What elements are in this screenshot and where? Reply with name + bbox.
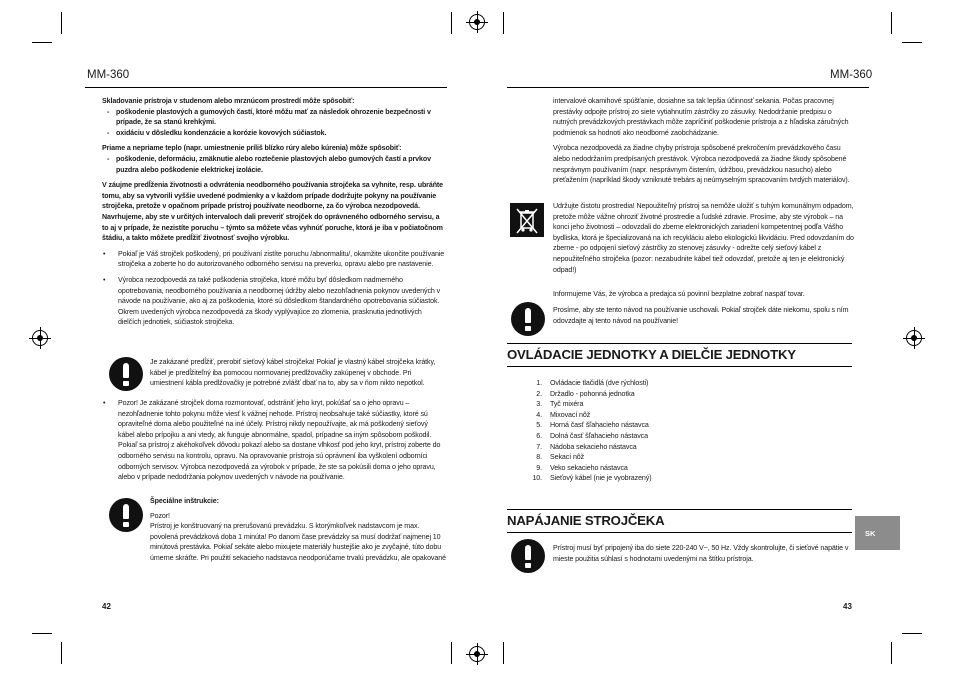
heat-list bbox=[102, 154, 446, 175]
section-heading-power: NAPÁJANIE STROJČEKA bbox=[507, 513, 665, 528]
storage-cold-title: Skladovanie prístroja v studenom alebo mrznúcom prostredí môže spôsobiť: bbox=[102, 97, 355, 105]
warning-extension-cable: Je zakázané predĺžiť, prerobiť sieťový kábel strojčeka! Pokiaľ je vlastný kábel strojčeka krátky, kábel je predĺžiteľný iba pomocou normovanej predlžovačky zakúpenej v obchode. Pri umiestnení kábla predlžovačky je potrebné zvlášť dbať na to, aby sa v ňom nikto nepotkol. bbox=[150, 358, 436, 388]
exclamation-warning-icon bbox=[109, 357, 143, 391]
crop-mark bbox=[891, 12, 892, 34]
section-rule bbox=[507, 366, 852, 367]
operating-pause-paragraph: intervalové okamihové spúšťanie, dosiahne sa tak lepšia účinnosť sekania. Počas pracovnej prestávky odpojte prístroj zo siete vytiahnutím zástrčky zo zásuvky. Nedodržanie predpisu o nutných prevádzkových prestávkach môže zapríčiniť poškodenie prístroja a z hľadiska záručných podmienok sa hodnotí ako neodborné zaobchádzanie. bbox=[553, 97, 849, 137]
manufacturer-responsibility-paragraph: Výrobca nezodpovedá za žiadne chyby prístroja spôsobené prekročením prevádzkového času alebo nedodržaním predpísaných prestávok. Výrobca nezodpovedá za žiadne škody spôsobené nesprávnym používaním (napr. nesprávnym čistením, údržbou, prevádzkou nasucho) alebo preťažením (napríklad škody vzniknuté trebárs aj neúmyselným spracovaním tvrdých materiálov). bbox=[553, 144, 850, 185]
left-page-body bbox=[102, 96, 446, 333]
crop-mark bbox=[902, 633, 922, 634]
list-item: 7. Nádoba sekacieho nástavca bbox=[536, 442, 637, 451]
list-item: 3. Tyč mixéra bbox=[536, 400, 584, 409]
right-page-body bbox=[553, 96, 855, 191]
left-page-body-2 bbox=[102, 398, 446, 488]
special-instructions-title: Špeciálne inštrukcie: bbox=[150, 497, 219, 505]
section-rule bbox=[507, 343, 852, 344]
crop-mark bbox=[61, 12, 62, 34]
crop-mark bbox=[503, 12, 504, 34]
list-item: - poškodenie, deformáciu, zmäknutie alebo roztečenie plastových alebo gumových častí a prvkov puzdra alebo poškodenie elektrickej izolácie. bbox=[102, 154, 446, 175]
crop-mark bbox=[32, 633, 52, 634]
language-tab bbox=[855, 516, 900, 550]
power-supply-paragraph: Prístroj musí byť pripojený iba do siete 220-240 V~, 50 Hz. Vždy skontrolujte, či sieťové napätie v mieste použitia súhlasí s hodnotami uvedenými na štítku prístroja. bbox=[553, 544, 849, 563]
crop-mark bbox=[451, 12, 452, 34]
list-item: 8. Sekací nôž bbox=[536, 453, 585, 462]
list-item: 5. Horná časť šľahacieho nástavca bbox=[536, 421, 649, 430]
crop-mark bbox=[902, 42, 922, 43]
special-instructions bbox=[150, 496, 448, 564]
bullet-no-disassembly: • Pozor! Je zakázané strojček doma rozmontovať, odstrániť jeho kryt, pokúšať sa o jeho opravu – nezohľadnenie tohto pokynu môže viesť k vážnej nehode. Prístroj neobsahuje také súčiastky, ktoré sú opraviteľné doma alebo použiteľné na iné účely. Prístroj nikdy nepoužívajte, ak má poškodený sieťový kábel alebo prípojku a ani vtedy, ak funguje abnormálne, spadol, prípadne sa iným spôsobom poškodil. Pokiaľ sa prístroj z akéhokoľvek dôvodu pokazí alebo sa dostane vlhkosť pod jeho kryt, prístroj zoberte do odborného servisu na kontrolu, opravu. Na opravovanie prístroja sú oprávnení iba vyškolení odborníci odborných servisov. Výrobca nezodpovedá za výrobok v prípade, že ste sa pokúsili doma o jeho opravu, alebo v prípade nedodržania pokynov uvedených v návode na používanie. bbox=[102, 398, 446, 483]
crop-mark bbox=[32, 42, 52, 43]
section-heading-parts: OVLÁDACIE JEDNOTKY A DIELČIE JEDNOTKY bbox=[507, 347, 796, 362]
crop-mark bbox=[61, 642, 62, 664]
storage-cold-list bbox=[102, 107, 446, 139]
section-rule bbox=[507, 509, 852, 510]
exclamation-warning-icon bbox=[109, 498, 143, 532]
bullet-damaged: • Pokiaľ je Váš strojček poškodený, pri používaní zistíte poruchu /abnormalitu/, okamžite ukončite používanie strojčeka a zoberte ho do autorizovaného odborného servisu na preverku, opravu alebo pre nastavenie. bbox=[102, 249, 446, 270]
list-item: - poškodenie plastových a gumových častí, ktoré môžu mať za následok ohrozenie bezpečnosti v prípade, že sa stanú krehkými. bbox=[102, 107, 446, 128]
header-rule-left bbox=[85, 87, 447, 88]
special-instructions-text: Prístroj je konštruovaný na prerušovanú prevádzku. S ktorýmkoľvek nadstavcom je max. povolená prevádzková doba 1 minúta! Po danom čase prevádzky sa musí dodržať najmenej 10 minútová prestávka. Pokiaľ sekáte alebo mixujete materiály hustejšie ako je zvyčajné, túto dobu úmerne skráťte. Pri použití sekacieho nadstavca neodporúčame trvalú prevádzku, ale opakované bbox=[150, 522, 446, 562]
list-item: 6. Dolná časť šľahacieho nástavca bbox=[536, 431, 648, 440]
list-item: 2. Držadlo - pohonná jednotka bbox=[536, 389, 635, 398]
model-label-right: MM-360 bbox=[830, 69, 873, 81]
crop-mark bbox=[451, 642, 452, 664]
heat-title: Priame a nepriame teplo (napr. umiestnenie príliš blízko rúry alebo kúrenia) môže spôsobiť: bbox=[102, 144, 402, 153]
parts-list bbox=[528, 378, 828, 484]
keep-manual-warning: Prosíme, aby ste tento návod na používanie uschovali. Pokiaľ strojček dáte niekomu, spolu s ním odovzdajte aj tento návod na používanie! bbox=[553, 306, 849, 325]
crop-mark bbox=[891, 642, 892, 664]
list-item: 4. Mixovací nôž bbox=[536, 410, 591, 419]
header-rule-right bbox=[507, 87, 869, 88]
registration-mark-icon bbox=[32, 330, 48, 346]
registration-mark-icon bbox=[469, 14, 485, 30]
list-item: - oxidáciu v dôsledku kondenzácie a korózie kovových súčiastok. bbox=[102, 128, 446, 139]
exclamation-warning-icon bbox=[511, 539, 545, 573]
list-item: 9. Veko sekacieho nástavca bbox=[536, 463, 628, 472]
section-rule bbox=[507, 532, 852, 533]
take-back-paragraph: Informujeme Vás, že výrobca a predajca sú povinní bezplatne zobrať naspäť tovar. bbox=[553, 290, 805, 298]
language-tab-label: SK bbox=[865, 529, 876, 538]
model-label-left: MM-360 bbox=[87, 69, 130, 81]
crossed-out-wheelie-bin-icon bbox=[510, 203, 544, 237]
page-number-right: 43 bbox=[843, 602, 852, 611]
crop-mark bbox=[503, 642, 504, 664]
registration-mark-icon bbox=[469, 646, 485, 662]
list-item: 10. Sieťový kábel (nie je vyobrazený) bbox=[532, 474, 652, 483]
environment-paragraph: Udržujte čistotu prostredia! Nepoužiteľný prístroj sa nemôže uložiť s tuhým komunálnym odpadom, pretože môže vážne ohroziť životné prostredie a ľudské zdravie. Prosíme, aby ste výrobok – na konci jeho životnosti – odovzdali do zberne elektronických zariadení kompetentnej podľa Vášho bydliska, ktorá je špecializovaná na ich recykláciu alebo ekologickú likvidáciu. Pred odovzdaním do zberne - po odpojení sieťový zástrčky zo stenovej zásuvky - odrežte celý sieťový kábel z nepoužiteľného strojčeka (pozor: nezabudnite kábel tiež odovzdať, pretože aj ten je elektronický odpad!) bbox=[553, 202, 854, 274]
page-number-left: 42 bbox=[102, 602, 111, 611]
bullet-liability: • Výrobca nezodpovedá za také poškodenia strojčeka, ktoré môžu byť dôsledkom nadmerného opotrebovania, neodborného používania a neodbornej údržby alebo nezohľadnenia pokynov uvedených v návode na používanie, ako aj za poškodenia, ktoré sú dôsledkom štandardného opotrebovania súčiastok. Okrem uvedených výrobca nezodpovedá za škody vyplývajúce zo zlomenia, prasknutia jednotlivých dielčích jednotiek, súčiastok strojčeka. bbox=[102, 275, 446, 328]
longevity-paragraph: V záujme predĺženia životnosti a odvrátenia neodborného používania strojčeka sa vyhnite, resp. ubráňte tomu, aby sa vytvorili vyššie uvedené podmienky a v každom prípade dodržujte pokyny na používanie strojčeka, pretože v opačnom prípade prístroj používate neodborne, za čo výrobca nezodpovedá. Navrhujeme, aby ste v určitých intervaloch dali preveriť strojček do oprávneného odborného servisu, a to aj v prípade, že nezistíte poruchu – týmto sa môžete včas vyhnúť poruche, ktorá je iba v počiatočnom štádiu, a takto môžete predĺžiť životnosť svojho výrobku. bbox=[102, 181, 444, 243]
exclamation-warning-icon bbox=[511, 302, 545, 336]
special-instructions-caution: Pozor! bbox=[150, 511, 170, 520]
list-item: 1. Ovládacie tlačidlá (dve rýchlosti) bbox=[536, 379, 649, 387]
registration-mark-icon bbox=[906, 330, 922, 346]
